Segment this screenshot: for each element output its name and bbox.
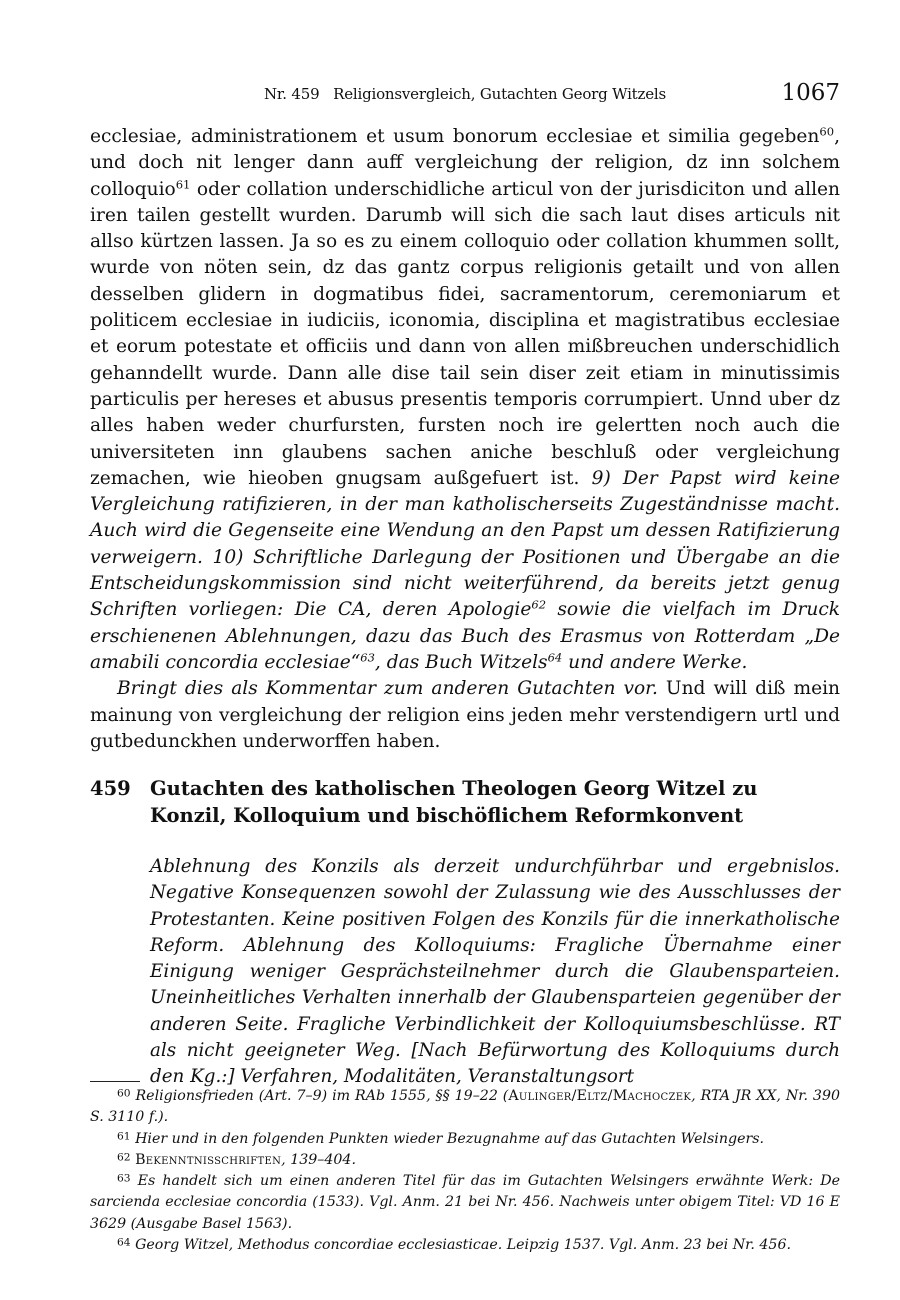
footnote-ref-61[interactable]: 61 [175,177,191,192]
main-text [90,124,840,755]
document-heading [90,776,840,829]
document-summary: Ablehnung des Konzils als derzeit undurchführbar und ergebnislos. Negative Konsequenzen sowohl der Zulassung wie des Ausschlusses der Protestanten. Keine positiven Folgen des Konzils für die innerkatholische Reform. Ablehnung des Kolloquiums: Fragliche Übernahme einer Einigung weniger Gesprächsteilnehmer durch die Glaubensparteien. Uneinheitliches Verhalten innerhalb der Glaubensparteien gegenüber der anderen Seite. Fragliche Verbindlichkeit der Kolloquiumsbeschlüsse. RT als nicht geeigneter Weg. [Nach Befürwortung des Kolloquiums durch den Kg.:] Verfahren, Modalitäten, Veranstaltungsort [150,856,840,1088]
footnote-text: Es handelt sich um einen anderen Titel für das im Gutachten Welsingers erwähnte Werk: De sarcienda ecclesiae concordia (1533). Vgl. Anm. 21 bei Nr. 456. Nachweis unter obigem Titel: VD 16 E 3629 (Ausgabe Basel 1563). [90,1173,840,1232]
text-run: , und doch nit lenger dann auff vergleichung der religion, dz inn solchem colloquio [90,126,840,200]
editor-summary [90,468,840,673]
document-title: Gutachten des katholischen Theologen Georg Witzel zu Konzil, Kolloquium und bischöflichem Reformkonvent [150,777,758,827]
footnote-60 [90,1086,840,1129]
text-run: und andere Werke. [562,651,748,673]
running-head [90,82,840,106]
document-number: 459 [90,777,131,800]
text-run: oder collation underschidliche articul von der jurisdiciton und allen iren tailen gestellt wurden. Darumb will sich die sach laut dises articuls nit allso kürtzen lassen. Ja so es zu einem colloquio oder collation khummen sollt, wurde von nöten sein, dz das gantz corpus religionis getailt und von allen desselben glidern in dogmatibus fidei, sacramentorum, ceremoniarum et politicem ecclesiae in iudiciis, iconomia, disciplina et magistratibus ecclesiae et eorum potestate et officiis und dann von allen mißbreuchen underschidlich gehanndellt wurde. Dann alle dise tail sein diser zeit etiam in minutissimis particulis per hereses et abusus presentis temporis corrumpiert. Unnd uber dz alles haben weder churfursten, fursten noch ire gelertten noch auch die universiteten inn glaubens sachen aniche beschluß oder vergleichung zemachen, wie hieoben gnugsam außgefuert ist. [90,178,840,489]
paragraph-2 [90,676,840,755]
footnote-61 [90,1129,840,1150]
running-head-title [90,85,840,103]
footnote-text: Hier und in den folgenden Punkten wieder Bezugnahme auf das Gutachten Welsingers. [135,1130,765,1147]
footnote-62 [90,1150,840,1171]
editor-note: Bringt dies als Kommentar zum anderen Gutachten vor. [117,678,658,700]
footnote-ref-60[interactable]: 60 [819,124,835,139]
page-number: 1067 [781,80,840,106]
footnote-authors: Aulinger/Eltz/Machoczek [508,1088,692,1104]
footnote-mark: 64 [117,1235,131,1249]
footnotes [90,1086,840,1256]
footnote-mark: 60 [117,1086,131,1100]
running-head-doc-number: Nr. 459 [264,85,320,103]
running-head-text: Religionsvergleich, Gutachten Georg Witzels [333,85,666,103]
footnote-source: Bekenntnisschriften [135,1151,282,1168]
footnote-mark: 61 [117,1128,131,1142]
footnote-mark: 63 [117,1171,131,1185]
footnote-divider [90,1081,140,1082]
text-run: Und will diß mein mainung von vergleichung der religion eins jeden mehr verstendigern urtl und gutbedunckhen underworffen haben. [90,678,840,752]
text-run: , das Buch Witzels [374,651,548,673]
footnote-63 [90,1171,840,1235]
footnote-ref-64[interactable]: 64 [547,650,563,665]
text-run: 9) Der Papst wird keine Vergleichung ratifizieren, in der man katholischerseits Zugeständnisse macht. Auch wird die Gegenseite eine Wendung an den Papst um dessen Ratifizierung verweigern. 10) Schriftliche Darlegung der Positionen und Übergabe an die Entscheidungskommission sind nicht weiterführend, da bereits jetzt genug Schriften vorliegen: Die CA, deren Apologie [90,467,840,621]
footnote-ref-62[interactable]: 62 [531,598,547,613]
footnote-64 [90,1235,840,1256]
footnote-text: Religionsfrieden (Art. 7–9) im RAb 1555, §§ 19–22 ( [135,1088,509,1104]
footnote-text: Georg Witzel, Methodus concordiae ecclesiasticae. Leipzig 1537. Vgl. Anm. 23 bei Nr. 456. [135,1237,791,1254]
paragraph-1 [90,124,840,676]
footnote-mark: 62 [117,1150,131,1164]
text-run: ecclesiae, administrationem et usum bonorum ecclesiae et similia gegeben [90,126,820,147]
footnote-text: , RTA JR XX, Nr. 390 S. 3110 f.). [90,1088,841,1126]
footnote-text: , 139–404. [281,1151,356,1168]
text-run: sowie die vielfach im Druck erschienenen Ablehnungen, dazu das Buch des Erasmus von Rotterdam „De amabili concordia ecclesiae“ [90,599,840,673]
footnote-ref-63[interactable]: 63 [360,650,375,665]
